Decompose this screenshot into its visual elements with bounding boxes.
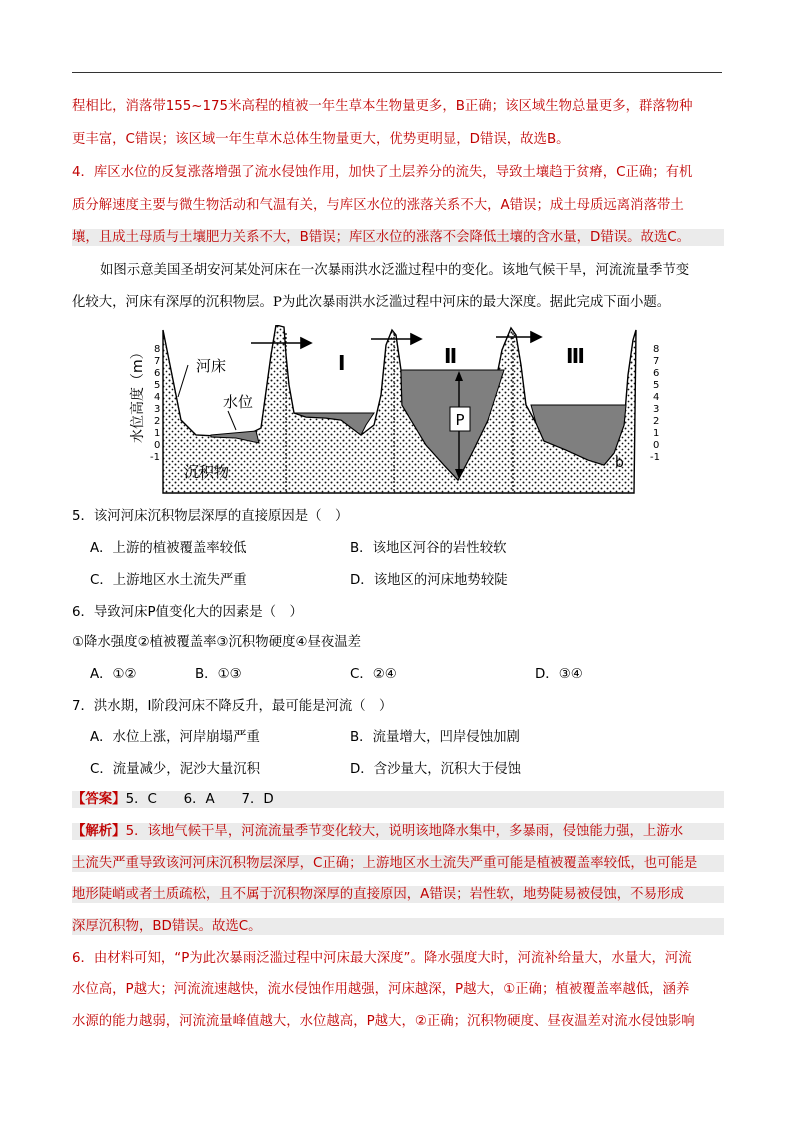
tick-label: 5: [653, 380, 660, 391]
q7-option-c: C．流量减少，泥沙大量沉积: [90, 762, 261, 777]
answer-tag: 【答案】: [72, 792, 126, 807]
tick-label: 7: [653, 356, 660, 367]
analysis-tag: 【解析】: [72, 824, 126, 839]
tick-label: 2: [653, 416, 660, 427]
q6-option-c: C．②④: [350, 667, 397, 682]
stage-label: Ⅰ: [338, 351, 346, 375]
tick-label: 1: [653, 428, 660, 439]
text-line: 更丰富，C错误；该区域一年生草木总体生物量更大，优势更明显，D错误，故选B。: [72, 132, 570, 147]
water-level-label: 水位: [223, 393, 254, 411]
tick-label: 3: [653, 404, 660, 415]
b-label: b: [615, 455, 624, 471]
tick-label: -1: [150, 452, 160, 463]
q6-option-a: A．①②: [90, 667, 137, 682]
q6-stem: 6．导致河床P值变化大的因素是（ ）: [72, 605, 303, 620]
tick-label: 6: [154, 368, 161, 379]
tick-label: 4: [653, 392, 660, 403]
q5-option-b: B．该地区河谷的岩性较软: [350, 541, 507, 556]
tick-label: 8: [154, 344, 161, 355]
tick-label: 4: [154, 392, 161, 403]
tick-label: 3: [154, 404, 161, 415]
analysis-line: 地形陡峭或者土质疏松，且不属于沉积物深厚的直接原因，A错误；岩性软，地势陡易被侵蚀，不易形成: [72, 886, 724, 903]
q7-stem: 7．洪水期，I阶段河床不降反升，最可能是河流（ ）: [72, 699, 393, 714]
p-label: P: [455, 411, 465, 429]
answer-text: 5．C 6．A 7．D: [125, 792, 274, 807]
analysis-line: 深厚沉积物，BD错误。故选C。: [72, 918, 724, 935]
stage-label: Ⅲ: [566, 344, 585, 368]
q5-option-c: C．上游地区水土流失严重: [90, 573, 247, 588]
tick-label: 6: [653, 368, 660, 379]
sediment-label: 沉积物: [184, 463, 230, 481]
analysis-line: [72, 823, 724, 840]
q7-option-a: A．水位上涨，河岸崩塌严重: [90, 730, 260, 745]
answer-line: [72, 791, 724, 808]
tick-label: 8: [653, 344, 660, 355]
analysis-line: 水源的能力越弱，河流流量峰值越大，水位越高，P越大，②正确；沉积物硬度、昼夜温差对流水侵蚀影响: [72, 1014, 695, 1029]
q5-stem: 5．该河河床沉积物层深厚的直接原因是（ ）: [72, 509, 349, 524]
text-line: 质分解速度主要与微生物活动和气温有关，与库区水位的涨落关系不大，A错误；成土母质远离消落带土: [72, 198, 684, 213]
analysis-line: 6．由材料可知，“P为此次暴雨泛滥过程中河床最大深度”。降水强度大时，河流补给量大，水量大，河流: [72, 951, 692, 966]
tick-label: 2: [154, 416, 161, 427]
river-diagram: [126, 325, 676, 495]
q7-option-b: B．流量增大，凹岸侵蚀加剧: [350, 730, 520, 745]
q7-option-d: D．含沙量大，沉积大于侵蚀: [350, 762, 521, 777]
analysis-line: 土流失严重导致该河河床沉积物层深厚，C正确；上游地区水土流失严重可能是植被覆盖率较低，也可能是: [72, 855, 724, 872]
q6-factors: ①降水强度②植被覆盖率③沉积物硬度④昼夜温差: [72, 635, 362, 650]
stage-label: Ⅱ: [444, 344, 458, 368]
analysis-line: 水位高，P越大；河流流速越快，流水侵蚀作用越强，河床越深，P越大，①正确；植被覆盖率越低，涵养: [72, 982, 690, 997]
tick-label: 1: [154, 428, 161, 439]
tick-label: 0: [154, 440, 161, 451]
tick-label: 5: [154, 380, 161, 391]
q5-option-a: A．上游的植被覆盖率较低: [90, 541, 247, 556]
q6-option-b: B．①③: [195, 667, 242, 682]
q6-option-d: D．③④: [535, 667, 583, 682]
riverbed-label: 河床: [196, 357, 227, 375]
text-line: 壤，且成土母质与土壤肥力关系不大，B错误；库区水位的涨落不会降低土壤的含水量，D错误。故选C。: [72, 229, 724, 246]
text-line: 4．库区水位的反复涨落增强了流水侵蚀作用，加快了土层养分的流失，导致土壤趋于贫瘠，C正确；有机: [72, 165, 693, 180]
analysis-text: 5．该地气候干旱，河流流量季节变化较大，说明该地降水集中，多暴雨，侵蚀能力强，上游水: [125, 824, 684, 839]
header-rule: [72, 72, 722, 73]
intro-line: 如图示意美国圣胡安河某处河床在一次暴雨洪水泛滥过程中的变化。该地气候干旱，河流流量季节变: [100, 263, 690, 278]
tick-label: 7: [154, 356, 161, 367]
text-line: 程相比，消落带155~175米高程的植被一年生草本生物量更多，B正确；该区域生物总量更多，群落物种: [72, 99, 693, 114]
intro-line: 化较大，河床有深厚的沉积物层。P为此次暴雨洪水泛滥过程中河床的最大深度。据此完成下面小题。: [72, 295, 671, 310]
tick-label: 0: [653, 440, 660, 451]
tick-label: -1: [650, 452, 660, 463]
y-axis-label: 水位高度（m）: [130, 345, 146, 443]
q5-option-d: D．该地区的河床地势较陡: [350, 573, 508, 588]
